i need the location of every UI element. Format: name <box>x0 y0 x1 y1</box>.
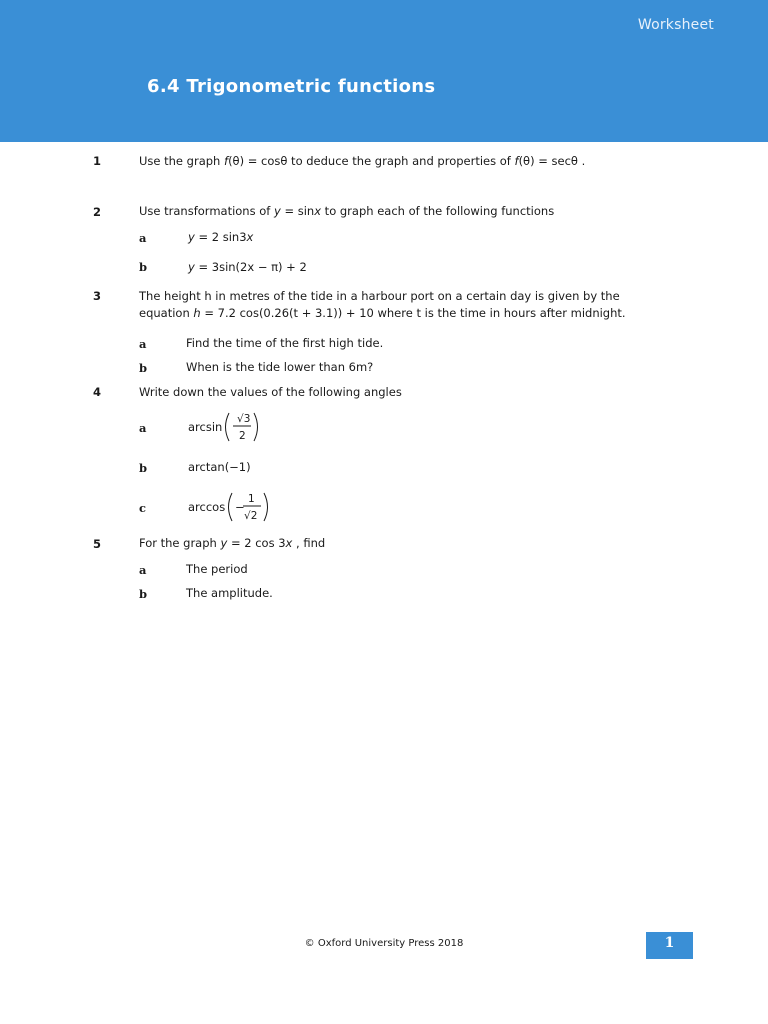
fraction-numerator: √3 <box>237 413 251 425</box>
copyright-text: © Oxford University Press 2018 <box>304 938 464 949</box>
arcsin-text: arcsin <box>188 420 223 434</box>
left-paren <box>229 493 233 521</box>
question-2a-label: a <box>139 231 147 245</box>
question-5-text: For the graph y = 2 cos 3x , find <box>139 536 326 550</box>
question-2-text: Use transformations of y = sinx to graph each of the following functions <box>139 204 555 218</box>
question-4-number: 4 <box>93 385 102 399</box>
page-number: 1 <box>646 932 693 959</box>
question-2a-expression: y = 2 sin3x <box>188 230 254 244</box>
question-3-number: 3 <box>93 289 102 303</box>
question-3b-text: When is the tide lower than 6m? <box>186 360 374 374</box>
question-4-text: Write down the values of the following angles <box>139 385 402 399</box>
question-5b-text: The amplitude. <box>186 586 273 600</box>
arccos-fraction-formula <box>188 488 278 526</box>
fraction-denominator: 2 <box>239 430 246 442</box>
question-4c-expression <box>188 488 278 529</box>
fraction-denominator: √2 <box>244 510 258 522</box>
question-4a-label: a <box>139 421 147 435</box>
page-title: 6.4 Trigonometric functions <box>147 76 436 97</box>
question-3b-label: b <box>139 361 148 375</box>
arcsin-fraction-formula <box>188 408 268 446</box>
minus-sign: − <box>235 500 245 514</box>
question-2b-label: b <box>139 260 148 274</box>
question-3-text: The height h in metres of the tide in a harbour port on a certain day is given by the equation h = 7.2 cos(0.26(t + 3.1)) + 10 where t is the time in hours after midnight. <box>139 289 626 320</box>
arccos-text: arccos <box>188 500 226 514</box>
question-1-number: 1 <box>93 154 102 168</box>
question-5a-text: The period <box>186 562 248 576</box>
question-3a-text: Find the time of the first high tide. <box>186 336 384 350</box>
fraction-numerator: 1 <box>248 493 255 505</box>
header-banner <box>0 0 768 142</box>
question-2-number: 2 <box>93 205 102 219</box>
question-4a-expression <box>188 408 268 449</box>
question-4b-expression: arctan(−1) <box>188 460 251 474</box>
question-5a-label: a <box>139 563 147 577</box>
question-2b-expression: y = 3sin(2x − π) + 2 <box>188 260 307 274</box>
question-4c-label: c <box>139 501 147 515</box>
left-paren <box>226 413 230 441</box>
worksheet-tag: Worksheet <box>637 17 714 33</box>
question-5b-label: b <box>139 587 148 601</box>
right-paren <box>254 413 258 441</box>
question-1-text: Use the graph f(θ) = cosθ to deduce the graph and properties of f(θ) = secθ . <box>139 154 586 168</box>
question-3a-label: a <box>139 337 147 351</box>
question-5-number: 5 <box>93 537 102 551</box>
question-4b-label: b <box>139 461 148 475</box>
right-paren <box>264 493 268 521</box>
